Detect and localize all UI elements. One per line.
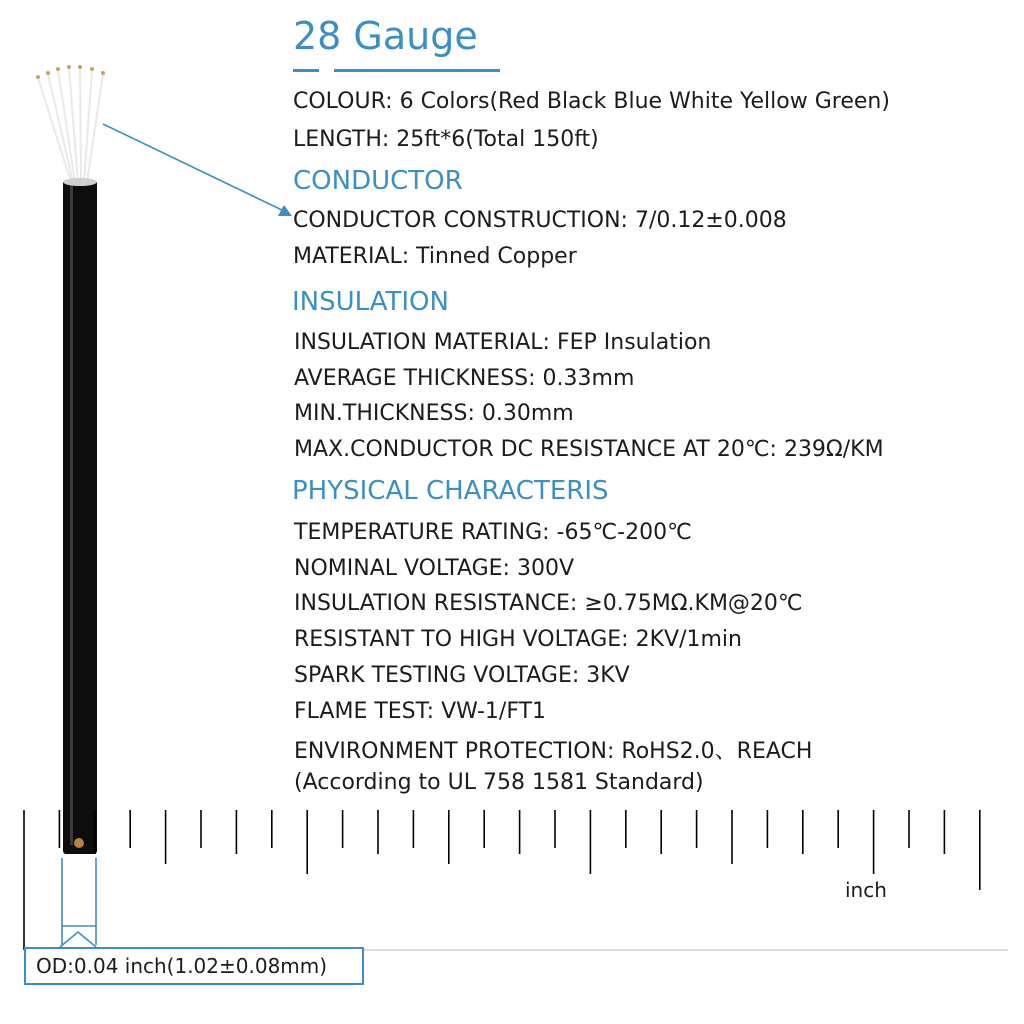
section-insulation-title: INSULATION	[292, 287, 449, 317]
spec-environment: ENVIRONMENT PROTECTION: RoHS2.0、REACH	[294, 739, 813, 764]
spec-temperature: TEMPERATURE RATING: -65℃-200℃	[294, 520, 692, 545]
od-callout-text: OD:0.04 inch(1.02±0.08mm)	[36, 954, 328, 978]
spec-conductor-material: MATERIAL: Tinned Copper	[293, 244, 577, 269]
ruler-unit-label: inch	[845, 878, 887, 902]
spec-flame-test: FLAME TEST: VW-1/FT1	[294, 699, 547, 724]
spec-standard: (According to UL 758 1581 Standard)	[294, 770, 704, 795]
wire-illustration	[63, 180, 97, 854]
title-rule-short	[293, 69, 319, 72]
pointer-arrow-icon	[103, 124, 292, 216]
page-title: 28 Gauge	[293, 14, 478, 58]
ruler-icon	[24, 810, 980, 950]
spec-nominal-voltage: NOMINAL VOLTAGE: 300V	[294, 556, 574, 581]
wire-highlight	[70, 185, 73, 845]
title-rule-long	[334, 69, 500, 72]
spec-max-resistance: MAX.CONDUCTOR DC RESISTANCE AT 20℃: 239Ω/KM	[294, 437, 884, 462]
spec-length: LENGTH: 25ft*6(Total 150ft)	[293, 127, 599, 152]
spec-high-voltage: RESISTANT TO HIGH VOLTAGE: 2KV/1min	[294, 627, 742, 652]
od-callout	[24, 947, 364, 985]
spec-insulation-resistance: INSULATION RESISTANCE: ≥0.75MΩ.KM@20℃	[294, 591, 803, 616]
section-physical-title: PHYSICAL CHARACTERIS	[292, 476, 609, 506]
wire-end	[63, 178, 97, 186]
spec-spark-test: SPARK TESTING VOLTAGE: 3KV	[294, 663, 630, 688]
spec-colour: COLOUR: 6 Colors(Red Black Blue White Yellow Green)	[293, 89, 890, 114]
spec-conductor-construction: CONDUCTOR CONSTRUCTION: 7/0.12±0.008	[293, 208, 787, 233]
spec-insulation-material: INSULATION MATERIAL: FEP Insulation	[294, 330, 712, 355]
wire-cross-section	[74, 838, 84, 848]
od-dimension-marker	[60, 858, 96, 947]
spec-average-thickness: AVERAGE THICKNESS: 0.33mm	[294, 366, 635, 391]
wire-strands	[38, 68, 103, 182]
section-conductor-title: CONDUCTOR	[293, 166, 463, 196]
spec-min-thickness: MIN.THICKNESS: 0.30mm	[294, 401, 574, 426]
